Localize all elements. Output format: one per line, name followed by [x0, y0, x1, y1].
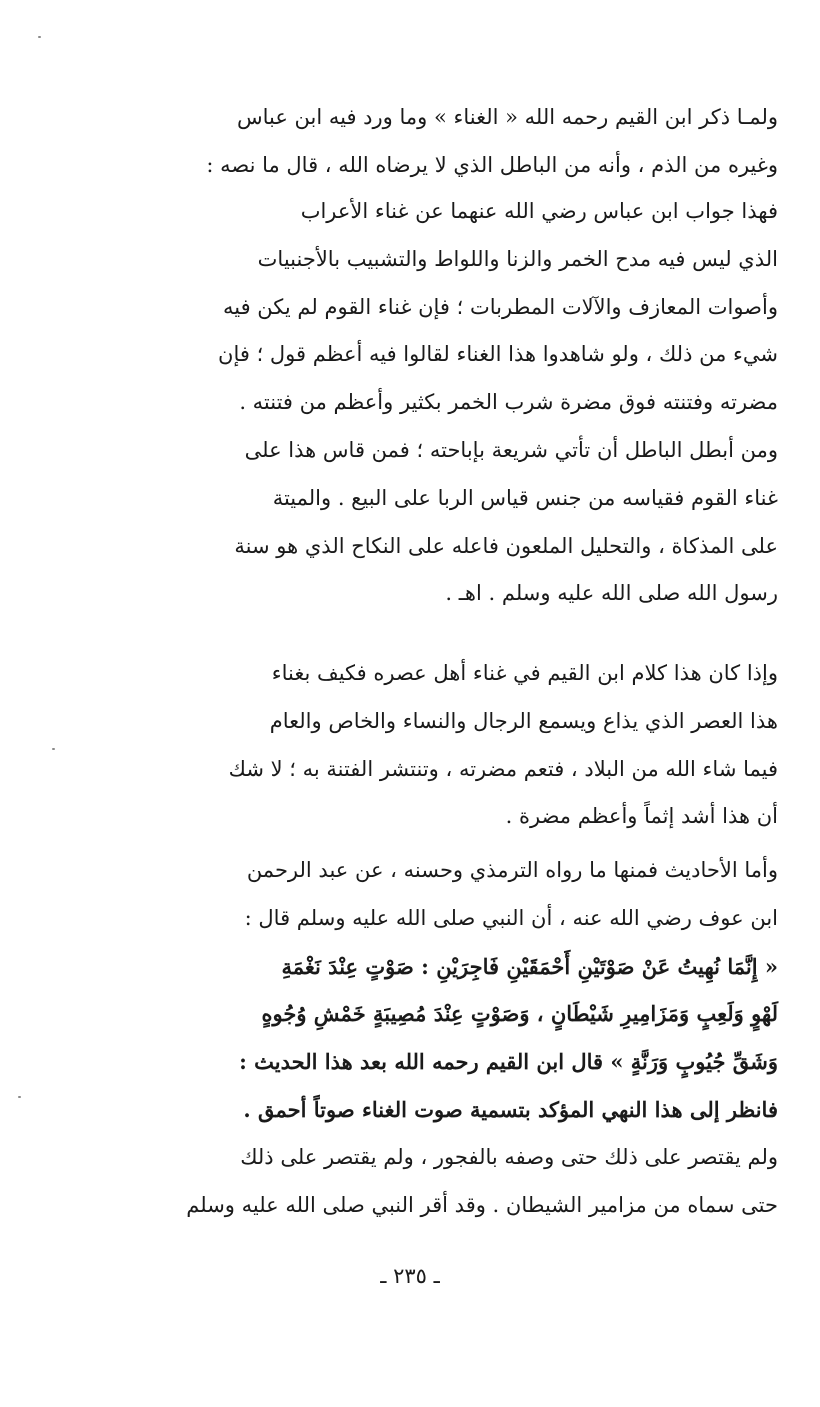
text-line: هذا العصر الذي يذاع ويسمع الرجال والنساء والخاص والعام [269, 708, 778, 733]
page-number: ـ ٢٣٥ ـ [380, 1264, 440, 1288]
scan-speck [38, 36, 41, 38]
text-line: حتى سماه من مزامير الشيطان . وقد أقر النبي صلى الله عليه وسلم [186, 1192, 778, 1217]
text-line: وأصوات المعازف والآلات المطربات ؛ فإن غناء القوم لم يكن فيه [223, 294, 778, 319]
text-line: ولمـا ذكر ابن القيم رحمه الله « الغناء » وما ورد فيه ابن عباس [236, 105, 778, 129]
text-line: شيء من ذلك ، ولو شاهدوا هذا الغناء لقالوا فيه أعظم قول ؛ فإن [218, 342, 778, 367]
text-line: أن هذا أشد إثماً وأعظم مضرة . [505, 804, 778, 829]
text-line: فيما شاء الله من البلاد ، فتعم مضرته ، وتنتشر الفتنة به ؛ لا شك [228, 756, 778, 781]
text-line: رسول الله صلى الله عليه وسلم . اهـ . [445, 581, 778, 606]
scan-speck [52, 748, 55, 750]
text-line: ابن عوف رضي الله عنه ، أن النبي صلى الله عليه وسلم قال : [244, 905, 778, 930]
paragraph-commentary [160, 650, 778, 841]
text-line: ولم يقتصر على ذلك حتى وصفه بالفجور ، ولم يقتصر على ذلك [240, 1144, 778, 1169]
paragraph-quote [160, 188, 778, 618]
paragraph-intro [160, 94, 778, 190]
text-line: مضرته وفتنته فوق مضرة شرب الخمر بكثير وأعظم من فتنته . [239, 390, 778, 415]
text-line: وأما الأحاديث فمنها ما رواه الترمذي وحسنه ، عن عبد الرحمن [246, 858, 778, 882]
text-line: على المذكاة ، والتحليل الملعون فاعله على النكاح الذي هو سنة [234, 533, 778, 558]
hadith-line: لَهْوٍ وَلَعِبٍ وَمَزَامِيرِ شَيْطَانٍ ، وَصَوْتٍ عِنْدَ مُصِيبَةٍ خَمْشِ وُجُوهٍ [261, 1001, 778, 1027]
scan-speck [18, 1096, 21, 1098]
hadith-line: فانظر إلى هذا النهي المؤكد بتسمية صوت الغناء صوتاً أحمق . [243, 1096, 778, 1122]
text-line: وإذا كان هذا كلام ابن القيم في غناء أهل عصره فكيف بغناء [271, 661, 778, 685]
hadith-line: وَشَقِّ جُيُوبٍ وَرَنَّةٍ » قال ابن القيم رحمه الله بعد هذا الحديث : [239, 1049, 778, 1075]
text-line: ومن أبطل الباطل أن تأتي شريعة بإباحته ؛ فمن قاس هذا على [244, 437, 778, 462]
hadith-line: « إِنَّمَا نُهِيتُ عَنْ صَوْتَيْنِ أَحْمَقَيْنِ فَاجِرَيْنِ : صَوْتٍ عِنْدَ نَغْمَةِ [281, 953, 778, 979]
text-line: الذي ليس فيه مدح الخمر والزنا واللواط والتشبيب بالأجنبيات [257, 246, 778, 271]
text-line: وغيره من الذم ، وأنه من الباطل الذي لا يرضاه الله ، قال ما نصه : [206, 152, 778, 177]
paragraph-hadith [160, 847, 778, 1229]
text-line: فهذا جواب ابن عباس رضي الله عنهما عن غناء الأعراب [300, 199, 778, 223]
text-line: غناء القوم فقياسه من جنس قياس الربا على البيع . والميتة [272, 485, 778, 510]
